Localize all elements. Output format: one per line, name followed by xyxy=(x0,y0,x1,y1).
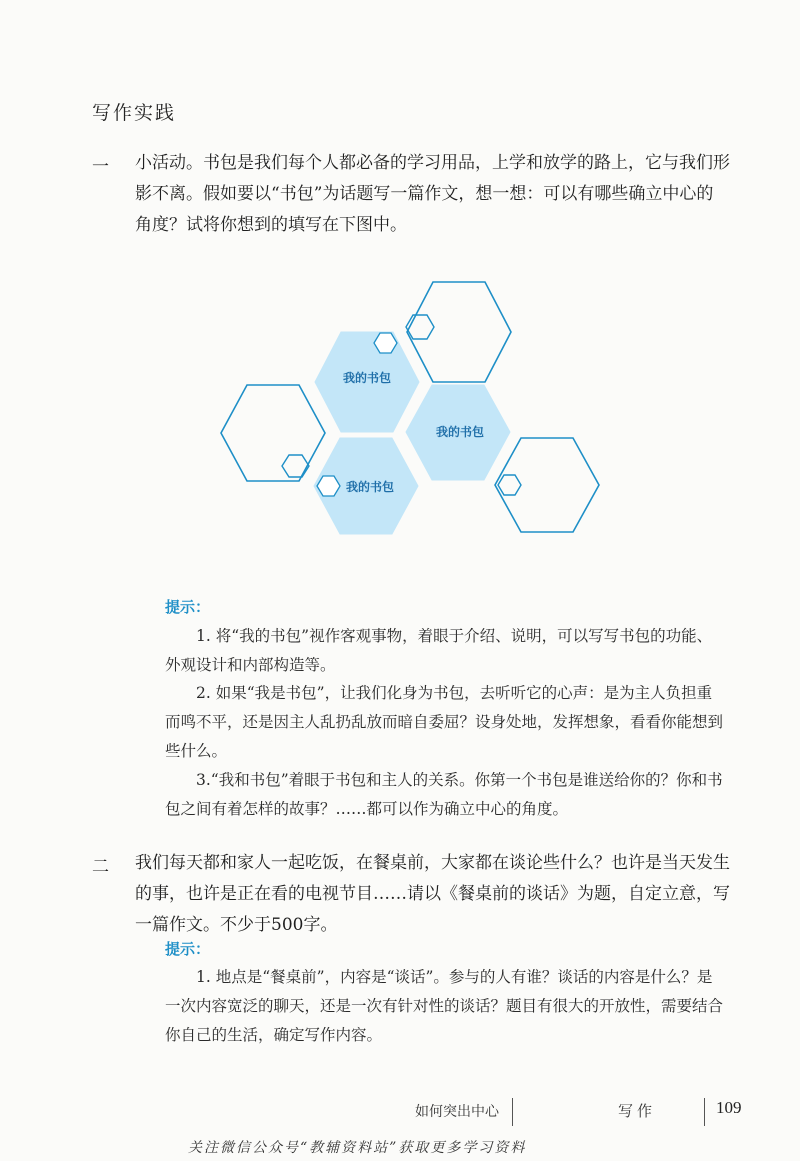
question-1-number: 一 xyxy=(92,157,109,177)
question-2-number: 二 xyxy=(92,857,109,877)
footer-chapter: 如何突出中心 xyxy=(415,1104,499,1120)
hexagon-label-right: 我的书包 xyxy=(435,425,485,439)
hexagon-filled-top[interactable] xyxy=(315,332,419,432)
page-number: 109 xyxy=(716,1098,742,1117)
section-title: 写作实践 xyxy=(92,102,177,124)
hexagon-diagram xyxy=(210,275,610,545)
hint-1-label: 提示： xyxy=(165,598,211,616)
hexagon-empty-left[interactable] xyxy=(221,385,325,481)
footer-unit: 写作 xyxy=(618,1102,657,1120)
hexagon-empty-bottom-right[interactable] xyxy=(495,438,599,532)
hexagon-label-bottom: 我的书包 xyxy=(345,480,395,494)
footer-divider xyxy=(704,1098,705,1126)
question-1-text: 小活动。书包是我们每个人都必备的学习用品，上学和放学的路上，它与我们形影不离。假如要以“书包”为话题写一篇作文，想一想：可以有哪些确立中心的角度？试将你想到的填写在下图中。 xyxy=(135,153,730,235)
hexagon-empty-top-right[interactable] xyxy=(406,282,511,382)
hexagon-filled-bottom[interactable] xyxy=(314,438,418,534)
hint-1-item-2: 2. 如果“我是书包”，让我们化身为书包，去听听它的心声：是为主人负担重而鸣不平，还是因主人乱扔乱放而暗自委屈？设身处地，发挥想象，看看你能想到些什么。 xyxy=(165,684,724,760)
hexagon-filled-right[interactable] xyxy=(406,385,510,480)
hint-2-item-1: 1. 地点是“餐桌前”，内容是“谈话”。参与的人有谁？谈话的内容是什么？是一次内容宽泛的聊天，还是一次有针对性的谈话？题目有很大的开放性，需要结合你自己的生活，确定写作内容。 xyxy=(165,968,724,1044)
watermark-text: 关注微信公众号“教辅资料站”获取更多学习资料 xyxy=(188,1140,527,1156)
hint-1-item-1: 1. 将“我的书包”视作客观事物，着眼于介绍、说明，可以写写书包的功能、外观设计和内部构造等。 xyxy=(165,627,713,674)
hexagon-label-top: 我的书包 xyxy=(342,371,392,385)
question-2-text: 我们每天都和家人一起吃饭，在餐桌前，大家都在谈论些什么？也许是当天发生的事，也许是正在看的电视节目……请以《餐桌前的谈话》为题，自定立意，写一篇作文。不少于500字。 xyxy=(135,853,730,935)
hint-2-label: 提示： xyxy=(165,940,211,958)
hint-1-item-3: 3.“我和书包”着眼于书包和主人的关系。你第一个书包是谁送给你的？你和书包之间有着怎样的故事？……都可以作为确立中心的角度。 xyxy=(165,771,723,818)
footer-divider xyxy=(512,1098,513,1126)
